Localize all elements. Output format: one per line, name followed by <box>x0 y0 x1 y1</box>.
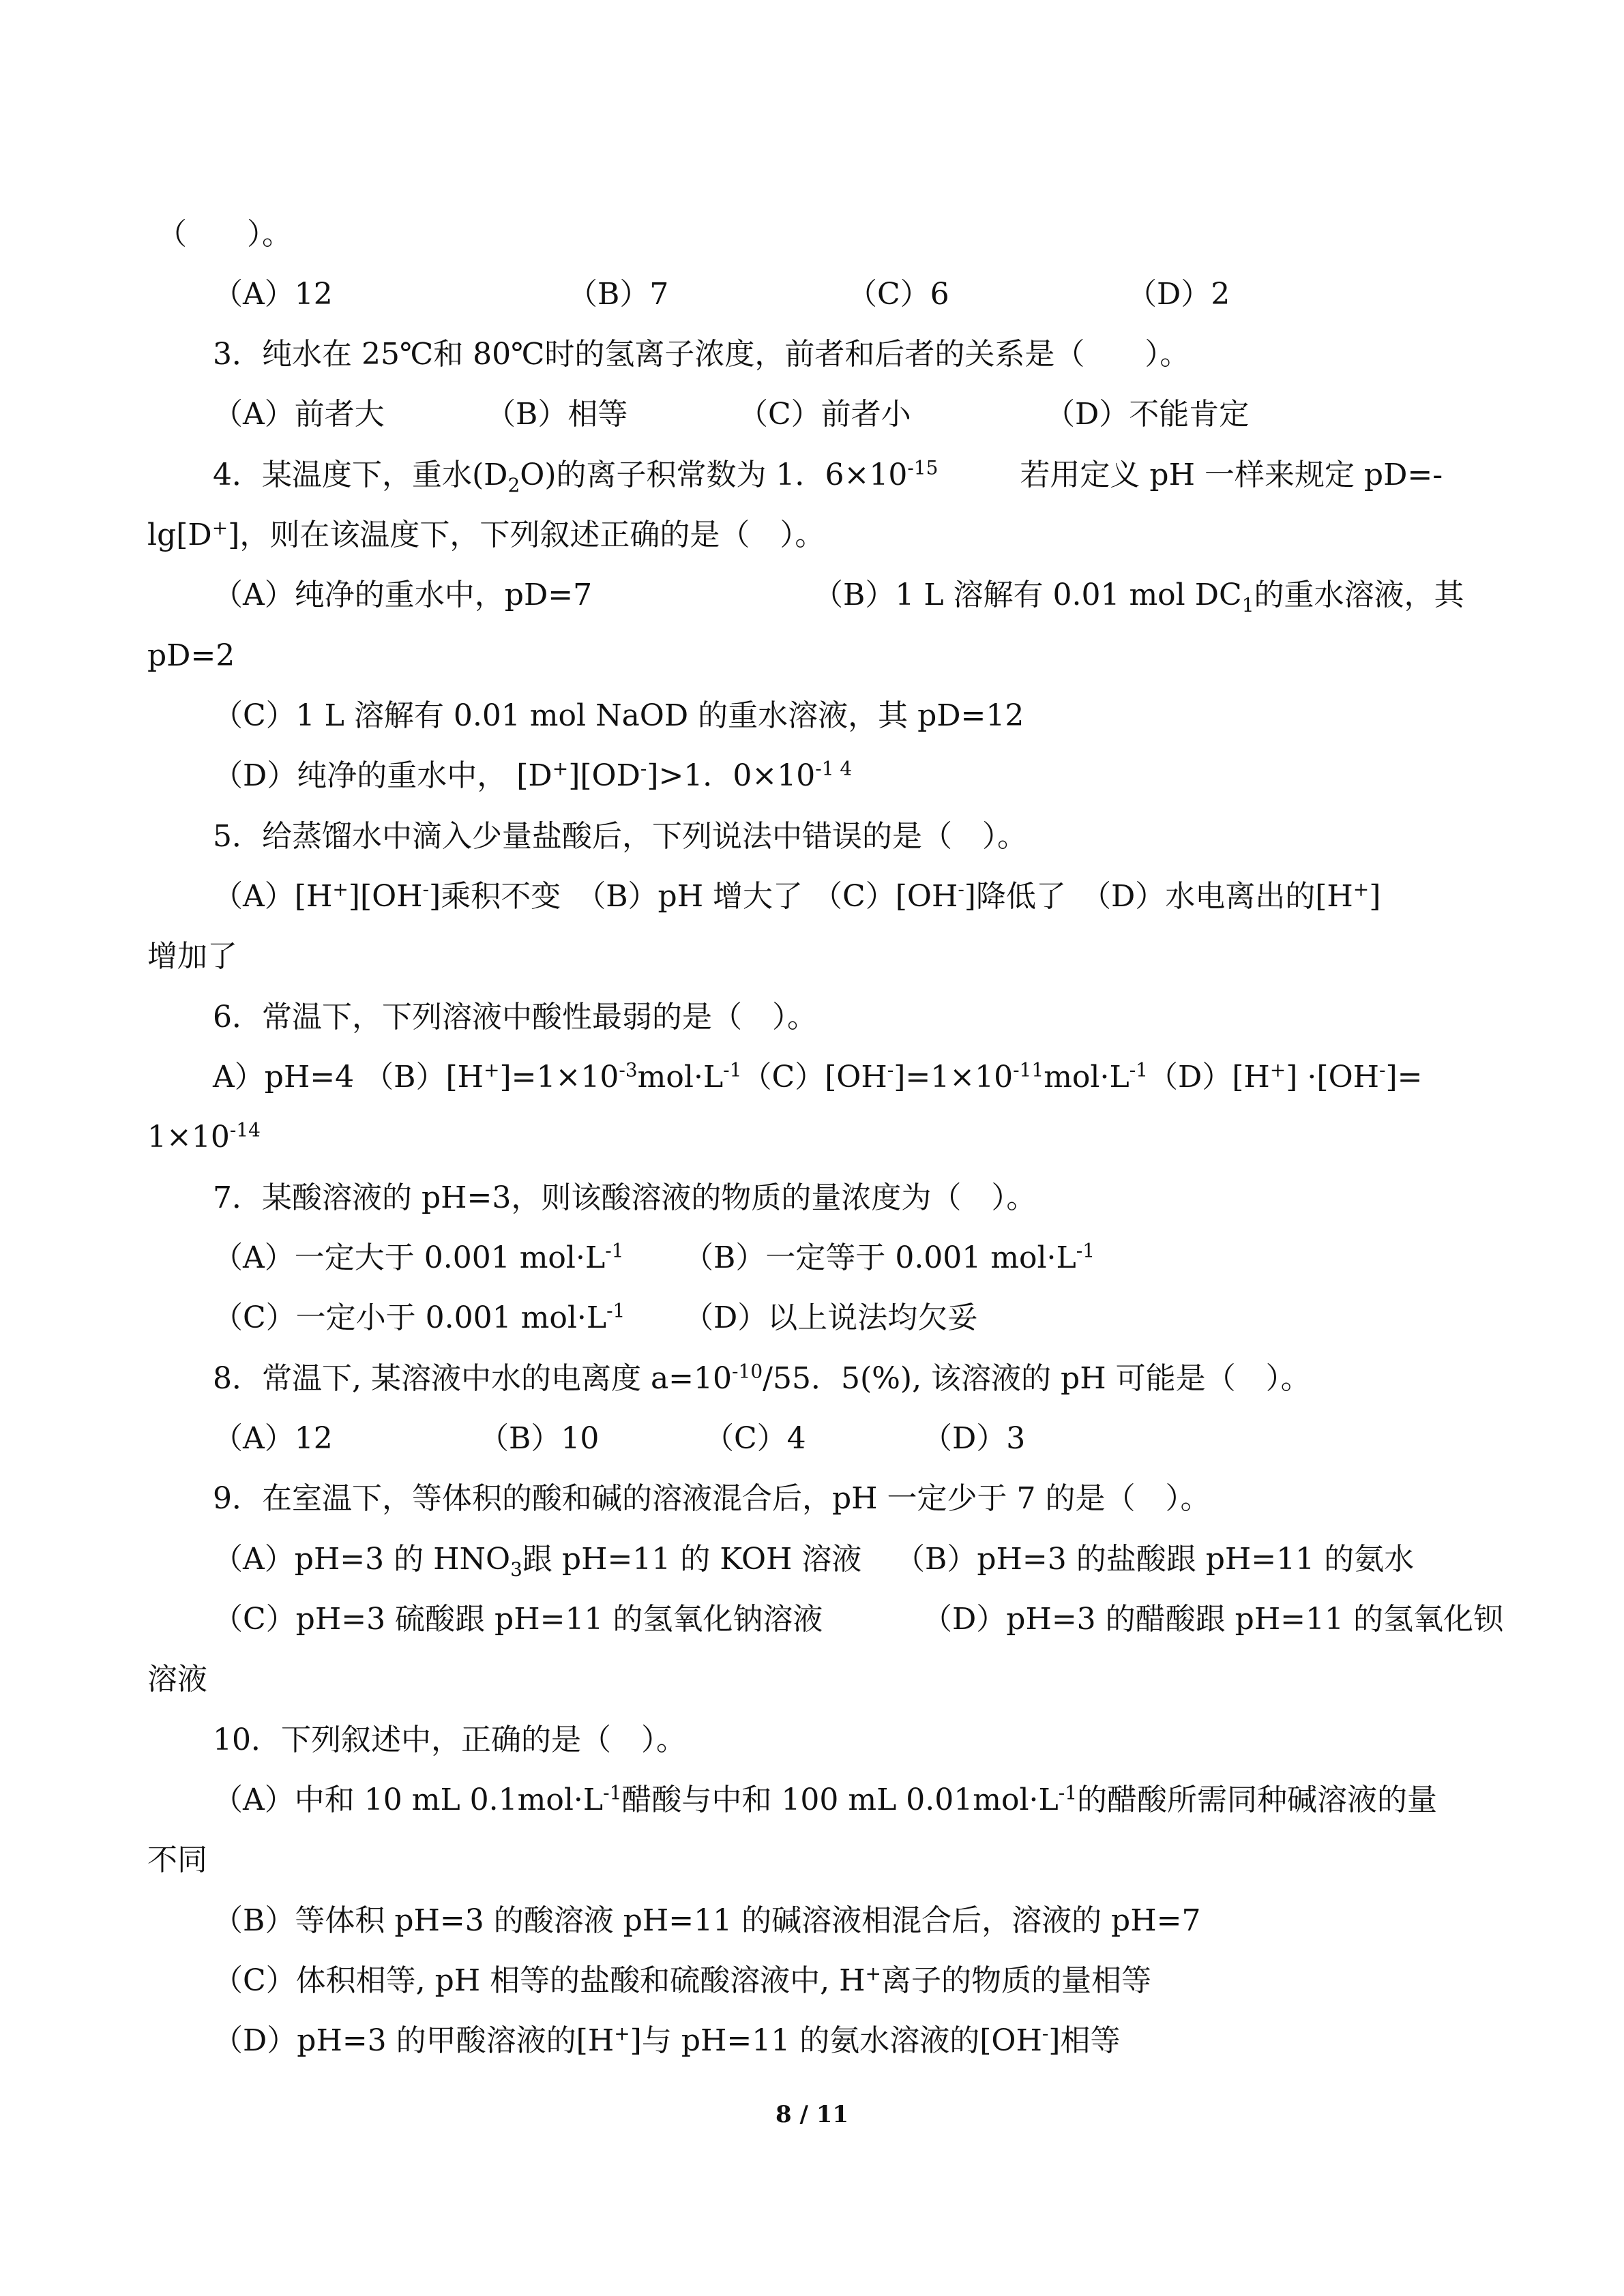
q9-option-b: （B）pH=3 的盐酸跟 pH=11 的氨水 <box>895 1542 1415 1577</box>
q10-stem: 10．下列叙述中，正确的是（ ）。 <box>213 1723 686 1757</box>
q4-option-b: （B）1 L 溶解有 0.01 mol $DC_1$的重水溶液，其 <box>813 578 1464 616</box>
q8-options <box>0 1418 1624 1459</box>
q10-option-a-cont: 不同 <box>147 1843 207 1877</box>
q8-stem: 8．常温下, 某溶液中水的电离度 $a=10^{-10}/55$．5(%), 该溶液的 pH 可能是（ ）。 <box>213 1360 1311 1396</box>
q7-option-b: （B）一定等于 0.001 $mol\cdot L^{-1}$ <box>683 1239 1095 1275</box>
q7-option-a: （A）一定大于 0.001 $mol\cdot L^{-1}$ <box>213 1239 624 1275</box>
q7-options-cd <box>0 1298 1624 1339</box>
q4-option-d: （D）纯净的重水中， [D+][OD-]>1．$0\times 10^{-1 4}$ <box>213 757 853 793</box>
q10-option-a: （A）中和 10 mL $0.1mol\cdot L^{-1}$醋酸与中和 100 mL $0.01mol\cdot L^{-1}$的醋酸所需同种碱溶液的量 <box>213 1781 1438 1817</box>
q2-option-c: （C）6 <box>847 277 949 312</box>
q7-stem: 7．某酸溶液的 pH=3，则该酸溶液的物质的量浓度为（ ）。 <box>213 1180 1037 1215</box>
q4-options-ab <box>0 575 1624 616</box>
q4-stem-cont: lg[D+]，则在该温度下，下列叙述正确的是（ ）。 <box>147 516 825 552</box>
q8-option-c: （C）4 <box>704 1421 806 1456</box>
q5-options: （A）[H+][OH-]乘积不变 （B）pH 增大了 （C）[OH-]降低了 （D）水电离出的[H+] <box>213 878 1381 914</box>
q3-option-c: （C）前者小 <box>738 397 911 432</box>
q2-option-b: （B）7 <box>567 277 669 312</box>
q4-option-b-cont: pD=2 <box>147 638 235 673</box>
q7-option-d: （D）以上说法均欠妥 <box>683 1300 978 1335</box>
q4-option-a: （A）纯净的重水中，pD=7 <box>213 578 593 612</box>
page-number: 8 / 11 <box>775 2101 849 2128</box>
q8-option-b: （B）10 <box>479 1421 600 1456</box>
q4-stem: 4．某温度下，重水$(D_2O)$的离子积常数为 1．$6\times 10^{-15}$ 若用定义 pH 一样来规定 pD=- <box>213 456 1443 496</box>
q10-option-b: （B）等体积 pH=3 的酸溶液 pH=11 的碱溶液相混合后，溶液的 pH=7 <box>213 1903 1201 1938</box>
q8-option-d: （D）3 <box>922 1421 1026 1456</box>
q6-stem: 6．常温下，下列溶液中酸性最弱的是（ ）。 <box>213 1000 817 1034</box>
q6-options: A）pH=4 $(B)[H^+]=1\times 10^{-3}mol\cdot L^{-1}(C)[OH^-]=1\times 10^{-11}mol\cdot L^{-1}(D)[H^+] \cdot[OH^-]=$ <box>213 1058 1423 1094</box>
q2-option-d: （D）2 <box>1127 277 1230 312</box>
q2-option-a: （A）12 <box>213 277 333 312</box>
q5-options-cont: 增加了 <box>147 939 237 974</box>
q9-options-ab <box>0 1539 1624 1580</box>
q9-options-cd <box>0 1599 1624 1640</box>
q9-option-d-cont: 溶液 <box>147 1662 207 1697</box>
q10-option-c: （C）体积相等, pH 相等的盐酸和硫酸溶液中, H+离子的物质的量相等 <box>213 1962 1151 1998</box>
q9-option-c: （C）pH=3 硫酸跟 pH=11 的氢氧化钠溶液 <box>213 1602 823 1637</box>
q2-stem-end: （ ）。 <box>157 217 292 252</box>
q3-option-d: （D）不能肯定 <box>1045 397 1250 432</box>
q7-options-ab <box>0 1238 1624 1279</box>
q4-option-c: （C）1 L 溶解有 0.01 mol NaOD 的重水溶液，其 pD=12 <box>213 698 1024 733</box>
q6-options-cont: $1\times 10^{-14}$ <box>147 1118 261 1154</box>
q7-option-c: （C）一定小于 0.001 $mol\cdot L^{-1}$ <box>213 1299 625 1335</box>
q9-option-a: （A）pH=3 的 $HNO_3$跟 pH=11 的 KOH 溶液 <box>213 1542 862 1581</box>
q10-option-d: （D）pH=3 的甲酸溶液的[H+]与 pH=11 的氨水溶液的[OH-]相等 <box>213 2022 1121 2058</box>
q2-options <box>0 274 1624 315</box>
q3-option-a: （A）前者大 <box>213 397 385 432</box>
q8-option-a: （A）12 <box>213 1421 333 1456</box>
q3-option-b: （B）相等 <box>486 397 628 432</box>
q3-options <box>0 394 1624 435</box>
q3-stem: 3．纯水在 25℃和 80℃时的氢离子浓度，前者和后者的关系是（ ）。 <box>213 337 1190 372</box>
q5-stem: 5．给蒸馏水中滴入少量盐酸后，下列说法中错误的是（ ）。 <box>213 819 1027 854</box>
q9-option-d: （D）pH=3 的醋酸跟 pH=11 的氢氧化钡 <box>922 1602 1504 1637</box>
q9-stem: 9．在室温下，等体积的酸和碱的溶液混合后，pH 一定少于 7 的是（ ）。 <box>213 1481 1211 1516</box>
